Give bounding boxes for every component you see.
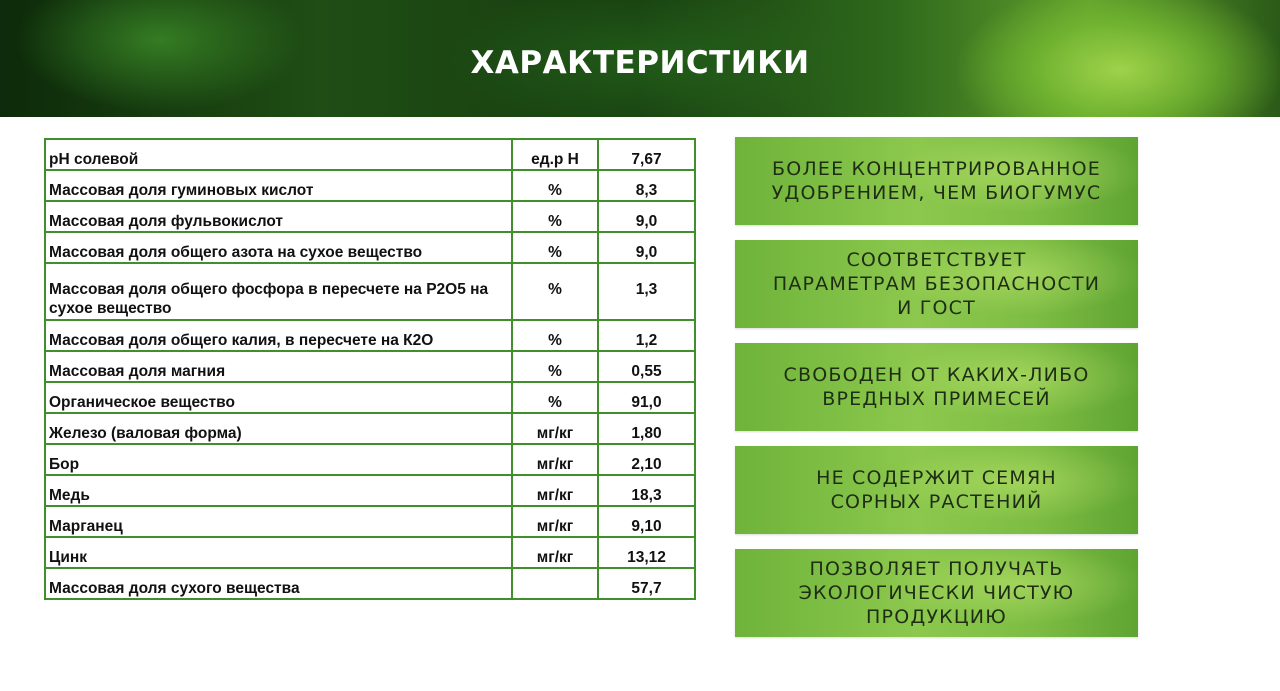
param-name: Массовая доля гуминовых кислот [45, 170, 512, 201]
param-value: 9,0 [598, 232, 695, 263]
table-row [45, 170, 695, 201]
param-name: Массовая доля фульвокислот [45, 201, 512, 232]
header-banner [0, 0, 1280, 117]
param-value: 9,10 [598, 506, 695, 537]
benefit-text: СООТВЕТСТВУЕТ ПАРАМЕТРАМ БЕЗОПАСНОСТИ И ГОСТ [772, 249, 1101, 319]
param-value: 1,3 [598, 263, 695, 320]
param-unit: мг/кг [512, 413, 598, 444]
param-value: 7,67 [598, 139, 695, 170]
param-name: Бор [45, 444, 512, 475]
param-value: 1,80 [598, 413, 695, 444]
param-value: 1,2 [598, 320, 695, 351]
param-name: Массовая доля сухого вещества [45, 568, 512, 599]
table-row [45, 351, 695, 382]
characteristics-table [44, 138, 696, 600]
param-unit: мг/кг [512, 506, 598, 537]
table-row [45, 263, 695, 320]
page-title: ХАРАКТЕРИСТИКИ [470, 45, 810, 81]
param-value: 57,7 [598, 568, 695, 599]
param-name: Органическое вещество [45, 382, 512, 413]
table-row [45, 506, 695, 537]
table-row [45, 568, 695, 599]
benefit-card-safety [735, 240, 1138, 328]
benefit-text: НЕ СОДЕРЖИТ СЕМЯН СОРНЫХ РАСТЕНИЙ [816, 467, 1057, 513]
param-value: 13,12 [598, 537, 695, 568]
param-unit: % [512, 263, 598, 320]
param-name: Массовая доля общего фосфора в пересчете на P2O5 на сухое вещество [45, 263, 512, 320]
param-unit: % [512, 232, 598, 263]
param-value: 18,3 [598, 475, 695, 506]
param-name: Массовая доля общего калия, в пересчете на К2О [45, 320, 512, 351]
table-row [45, 232, 695, 263]
table-row [45, 537, 695, 568]
param-value: 2,10 [598, 444, 695, 475]
benefit-card-eco-products [735, 549, 1138, 637]
param-unit [512, 568, 598, 599]
param-value: 91,0 [598, 382, 695, 413]
table-row [45, 413, 695, 444]
param-unit: % [512, 351, 598, 382]
table-row [45, 320, 695, 351]
table-row [45, 475, 695, 506]
param-unit: % [512, 170, 598, 201]
benefit-card-no-weeds [735, 446, 1138, 534]
param-name: Марганец [45, 506, 512, 537]
param-unit: мг/кг [512, 537, 598, 568]
benefit-card-no-impurities [735, 343, 1138, 431]
param-value: 0,55 [598, 351, 695, 382]
param-name: Медь [45, 475, 512, 506]
param-unit: мг/кг [512, 444, 598, 475]
param-unit: % [512, 320, 598, 351]
benefit-text: ПОЗВОЛЯЕТ ПОЛУЧАТЬ ЭКОЛОГИЧЕСКИ ЧИСТУЮ ПРОДУКЦИЮ [798, 558, 1075, 628]
param-unit: ед.р Н [512, 139, 598, 170]
benefit-text: СВОБОДЕН ОТ КАКИХ-ЛИБО ВРЕДНЫХ ПРИМЕСЕЙ [783, 364, 1090, 410]
param-unit: % [512, 201, 598, 232]
param-name: Массовая доля общего азота на сухое вещество [45, 232, 512, 263]
param-value: 8,3 [598, 170, 695, 201]
table-row [45, 382, 695, 413]
param-value: 9,0 [598, 201, 695, 232]
benefit-card-concentrated [735, 137, 1138, 225]
param-name: Железо (валовая форма) [45, 413, 512, 444]
table-row [45, 139, 695, 170]
param-name: pH солевой [45, 139, 512, 170]
param-name: Цинк [45, 537, 512, 568]
table-row [45, 444, 695, 475]
param-unit: % [512, 382, 598, 413]
param-unit: мг/кг [512, 475, 598, 506]
benefit-text: БОЛЕЕ КОНЦЕНТРИРОВАННОЕ УДОБРЕНИЕМ, ЧЕМ БИОГУМУС [771, 158, 1102, 204]
param-name: Массовая доля магния [45, 351, 512, 382]
table-row [45, 201, 695, 232]
